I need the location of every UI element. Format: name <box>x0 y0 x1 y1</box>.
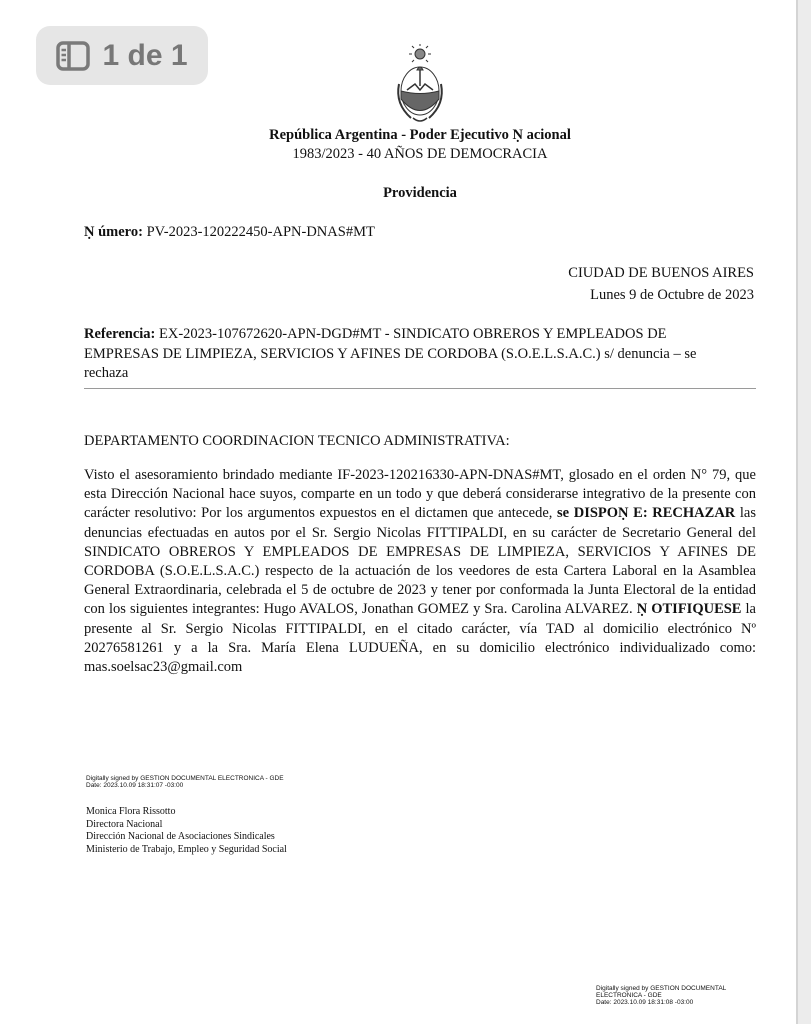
footer-stamp-line2: ELECTRONICA - GDE <box>596 992 662 999</box>
body-text-part2: las denuncias efectuadas en autos por el Sr. Sergio Nicolas FITTIPALDI, en su carácter de Secretario General del SINDICATO OBREROS Y EMPLEADOS DE EMPRESAS DE LIMPIEZA, SERVICIOS Y AFINES DE CORDOBA (S.O.E.L.S.A.C.) respecto de la actuación de los veedores de esta Cartera Laboral en la Asamblea General Extraordinaria, celebrada el 5 de octubre de 2023 y tener por conformada la Junta Electoral de la entidad con los siguientes integrantes: Hugo AVALOS, Jonathan GOMEZ y Sra. Carolina ALVAREZ. <box>84 505 757 618</box>
footer-stamp-line1: Digitally signed by GESTION DOCUMENTAL <box>596 985 727 992</box>
signer-block <box>86 806 287 856</box>
header-title: República Argentina - Poder Ejecutivo Ṇ acional <box>269 127 571 143</box>
signature-stamp-line1: Digitally signed by GESTION DOCUMENTAL ELECTRONICA - GDE <box>86 775 284 782</box>
document-number-value: PV-2023-120222450-APN-DNAS#MT <box>146 224 375 240</box>
city: CIUDAD DE BUENOS AIRES <box>568 265 754 281</box>
footer-signature-stamp <box>596 985 766 1006</box>
page-counter-label: 1 de 1 <box>102 38 188 72</box>
signature-stamp <box>86 775 284 789</box>
signer-office: Dirección Nacional de Asociaciones Sindicales <box>86 831 275 842</box>
body-bold-dispone: se DISPOṆ E: RECHAZAR <box>557 505 736 522</box>
reference-text: EX-2023-107672620-APN-DGD#MT - SINDICATO OBREROS Y EMPLEADOS DE EMPRESAS DE LIMPIEZA, SERVICIOS Y AFINES DE CORDOBA (S.O.E.L.S.A.C.) s/ denuncia – se rechaza <box>84 326 697 381</box>
body-text-part1: Visto el asesoramiento brindado mediante IF-2023-120216330-APN-DNAS#MT, glosado en el orden N° 79, que esta Dirección Nacional hace suyos, comparte en un todo y que deberá considerarse integrativo de la presente con carácter resolutivo: Por los argumentos expuestos en el dictamen que antecede, <box>84 467 756 522</box>
document-type: Providencia <box>383 185 457 201</box>
department-heading: DEPARTAMENTO COORDINACION TECNICO ADMINISTRATIVA: <box>84 433 510 449</box>
page-counter-badge[interactable] <box>36 26 208 85</box>
signature-stamp-line2: Date: 2023.10.09 18:31:07 -03:00 <box>86 782 184 789</box>
separator-line <box>84 388 756 389</box>
body-text-part3: la presente al Sr. Sergio Nicolas FITTIPALDI, en el citado carácter, vía TAD al domicilio electrónico Nº 20276581261 y a la Sra. María Elena LUDUEÑA, en su domicilio electrónico individualizado como: mas.soelsac23@gmail.com <box>84 601 756 676</box>
reference <box>84 325 724 384</box>
body-paragraph <box>84 466 756 677</box>
reference-label: Referencia: <box>84 326 156 342</box>
signer-name: Monica Flora Rissotto <box>86 806 176 817</box>
coat-of-arms-icon <box>393 44 447 126</box>
document-number <box>84 224 375 241</box>
footer-stamp-line3: Date: 2023.10.09 18:31:08 -03:00 <box>596 999 694 1006</box>
signer-role: Directora Nacional <box>86 818 163 830</box>
signer-ministry: Ministerio de Trabajo, Empleo y Seguridad Social <box>86 843 287 855</box>
document-number-label: Ṇ úmero: <box>84 224 143 240</box>
date: Lunes 9 de Octubre de 2023 <box>590 287 754 303</box>
body-bold-notifiquese: Ṇ OTIFIQUESE <box>636 601 742 618</box>
header-subtitle: 1983/2023 - 40 AÑOS DE DEMOCRACIA <box>292 146 548 162</box>
sidebar-panel-icon <box>56 41 90 71</box>
